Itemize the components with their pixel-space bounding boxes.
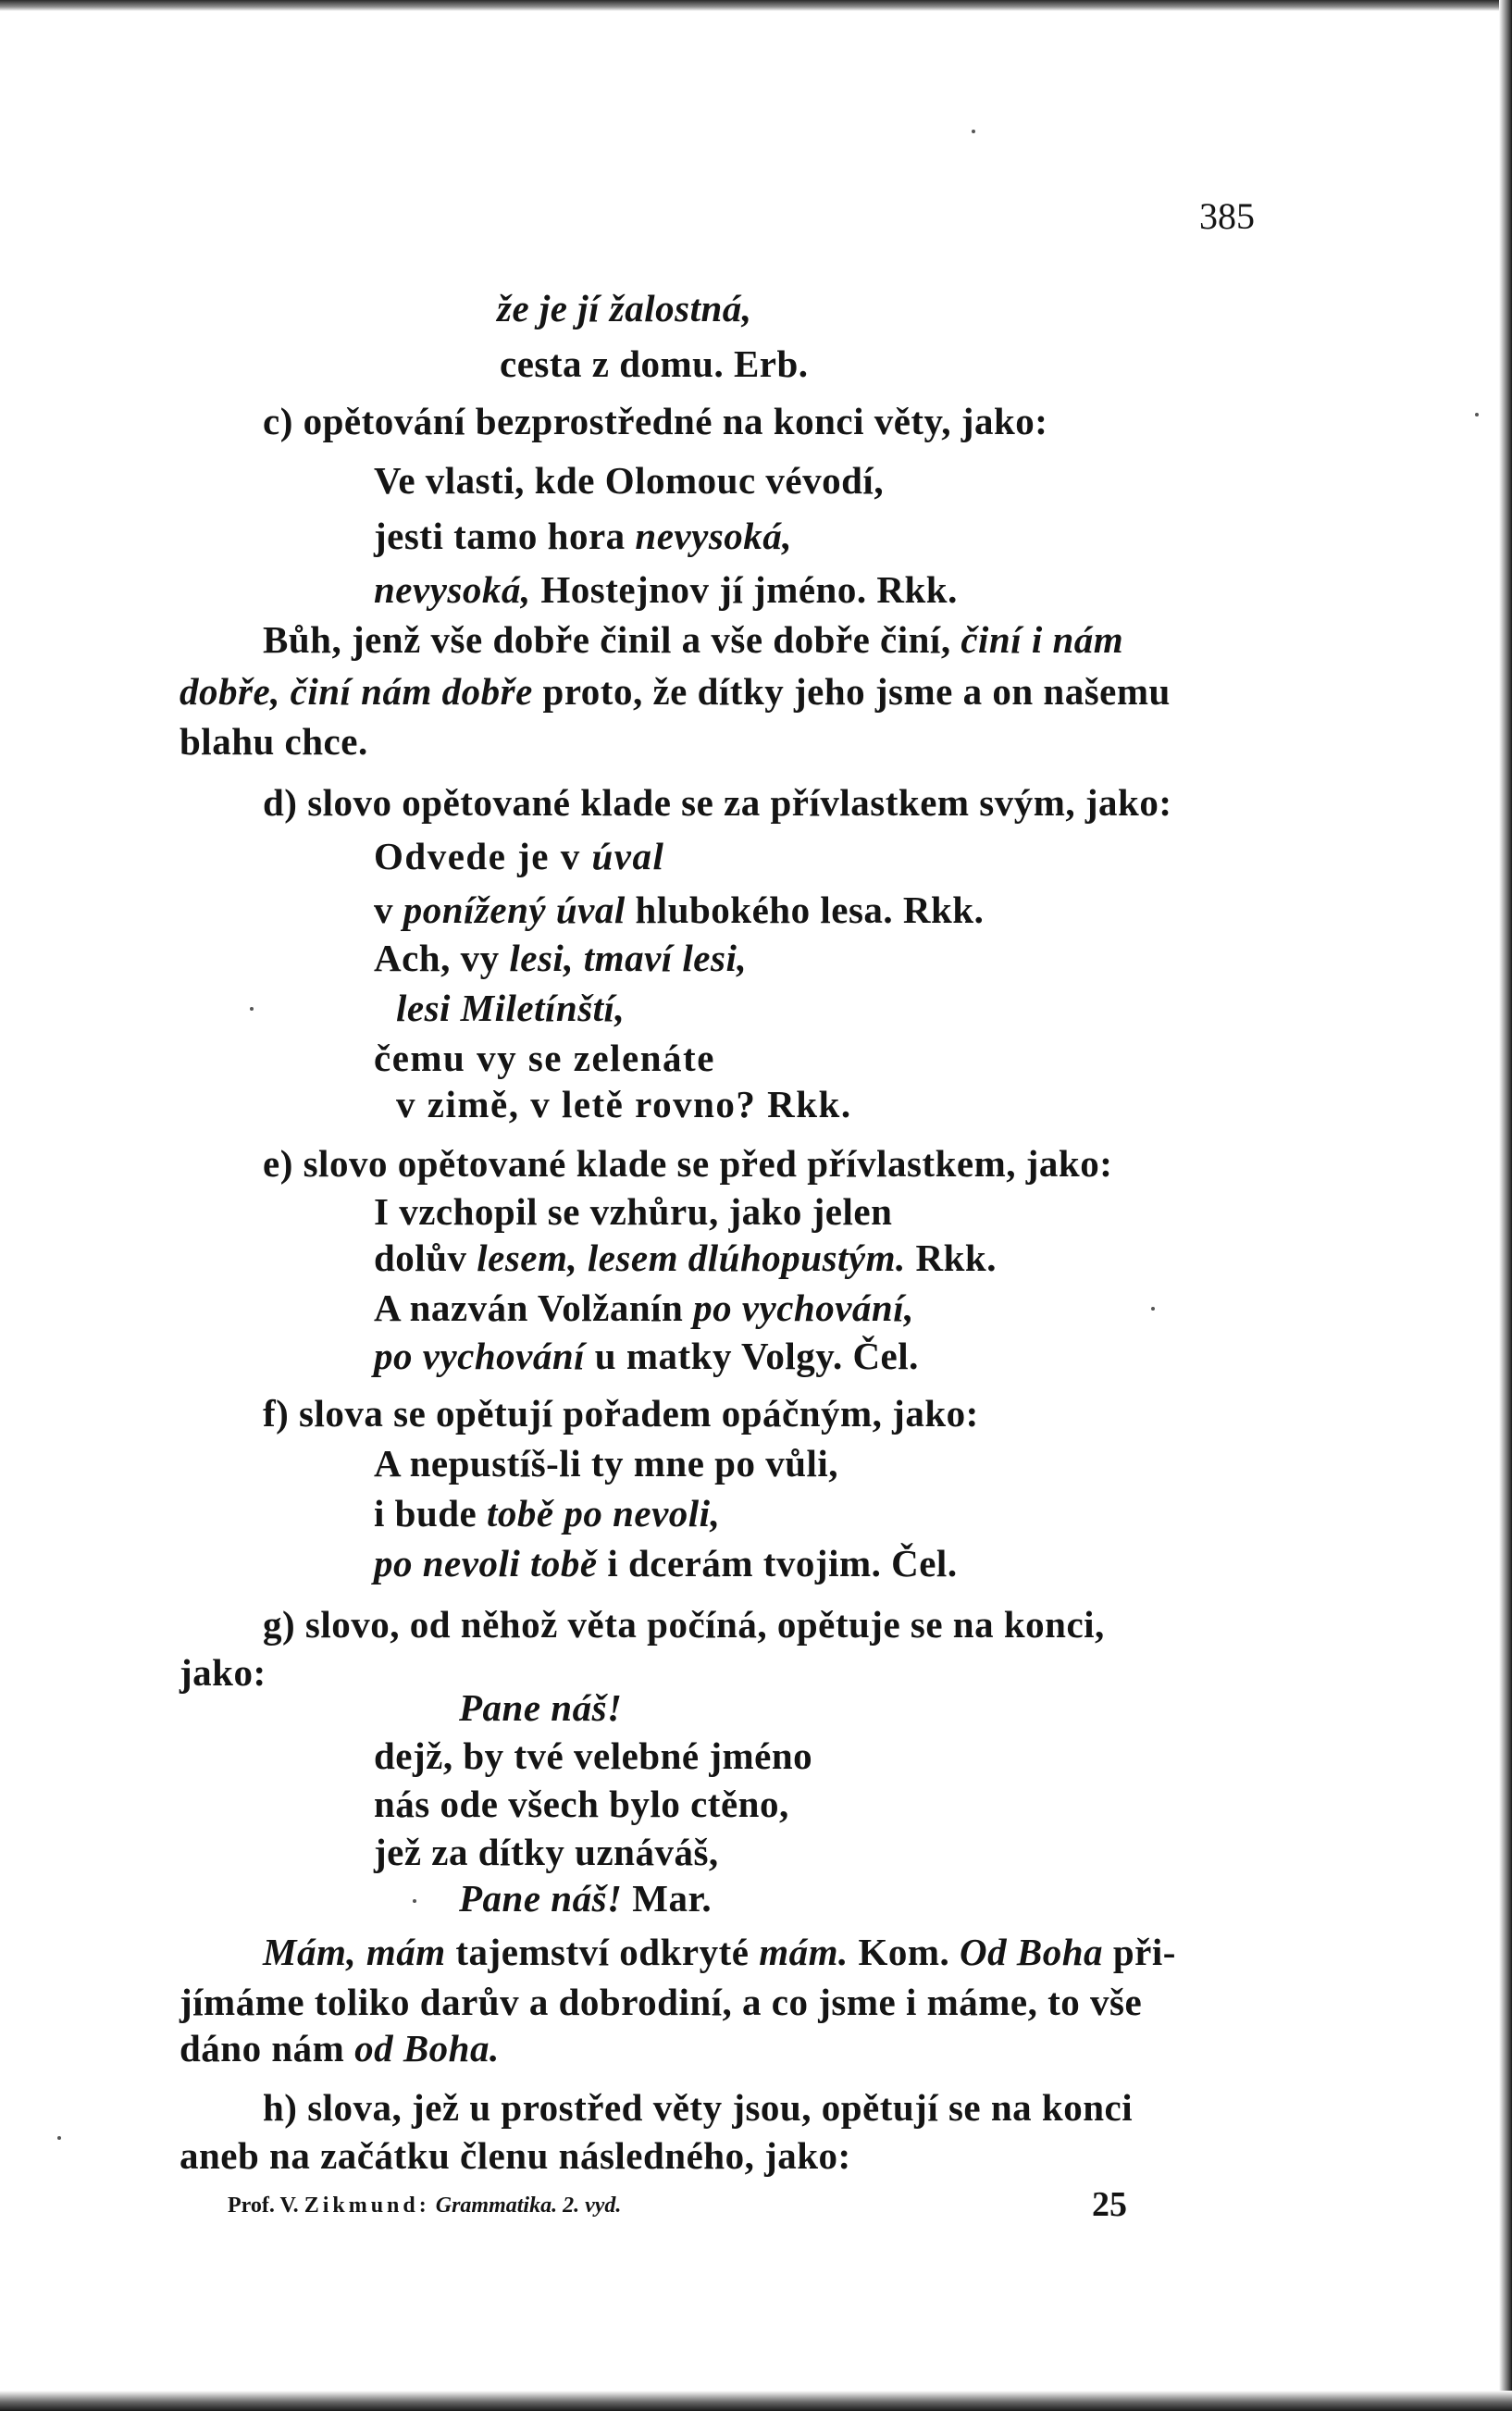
section-f-verse-2: i bude tobě po nevoli, [374,1492,721,1535]
section-c-verse-3: nevysoká, Hostejnov jí jméno. Rkk. [374,568,958,611]
section-e-verse-2: dolův lesem, lesem dlúhopustým. Rkk. [374,1237,997,1279]
section-d-verse-3: Ach, vy lesi, tmaví lesi, [374,937,748,979]
section-f-verse-3: po nevoli tobě i dcerám tvojim. Čel. [374,1542,958,1585]
section-d-verse-1: Odvede je v úval [374,835,665,877]
section-d-verse-5: čemu vy se zelenáte [374,1037,715,1079]
section-g-verse-5: Pane náš! Mar. [459,1877,713,1920]
section-g-verse-1: Pane náš! [459,1686,623,1729]
page-edge-top [0,0,1512,11]
page-number: 385 [1199,195,1255,237]
section-h-heading-continuation: aneb na začátku členu následného, jako: [180,2134,851,2177]
print-speck [972,130,975,133]
section-e-verse-1: I vzchopil se vzhůru, jako jelen [374,1190,893,1233]
sheet-number: 25 [1092,2185,1127,2224]
section-g-verse-3: nás ode všech bylo ctěno, [374,1783,789,1825]
section-d-verse-4: lesi Miletínští, [396,987,626,1029]
section-g-heading-continuation: jako: [180,1651,266,1694]
section-g-verse-4: jež za dítky uznáváš, [374,1831,719,1873]
print-speck [250,1007,254,1011]
print-speck [1151,1307,1155,1311]
section-d-verse-2: v ponížený úval hlubokého lesa. Rkk. [374,889,985,931]
section-h-heading: h) slova, jež u prostřed věty jsou, opětují se na konci [263,2086,1134,2129]
line-2: cesta z domu. Erb. [500,342,809,385]
section-c-verse-2: jesti tamo hora nevysoká, [374,515,793,557]
print-speck [1475,413,1479,416]
section-c-paragraph-3: blahu chce. [180,720,368,763]
section-g-verse-2: dejž, by tvé velebné jméno [374,1734,813,1777]
section-c-verse-1: Ve vlasti, kde Olomouc vévodí, [374,459,885,502]
section-d-verse-6: v zimě, v letě rovno? Rkk. [396,1083,852,1125]
section-g-paragraph-3: dáno nám od Boha. [180,2027,500,2069]
section-g-heading: g) slovo, od něhož věta počíná, opětuje se na konci, [263,1603,1105,1646]
footer-signature: Prof. V. Zikmund: Grammatika. 2. vyd. [228,2194,622,2218]
section-c-paragraph-1: Bůh, jenž vše dobře činil a vše dobře činí, činí i nám [263,618,1124,661]
print-speck [413,1899,416,1903]
section-f-heading: f) slova se opětují pořadem opáčným, jako: [263,1392,979,1435]
print-speck [57,2136,61,2140]
section-e-heading: e) slovo opětované klade se před přívlastkem, jako: [263,1142,1113,1185]
section-e-verse-3: A nazván Volžanín po vychování, [374,1286,914,1329]
page-edge-right [1499,0,1512,2411]
page-edge-bottom [0,2391,1512,2411]
section-g-paragraph-2: jímáme toliko darův a dobrodiní, a co jsme i máme, to vše [180,1981,1143,2023]
section-c-paragraph-2: dobře, činí nám dobře proto, že dítky jeho jsme a on našemu [180,670,1171,713]
section-f-verse-1: A nepustíš-li ty mne po vůli, [374,1442,839,1485]
line-1: že je jí žalostná, [497,287,752,329]
section-d-heading: d) slovo opětované klade se za přívlastkem svým, jako: [263,781,1172,824]
section-e-verse-4: po vychování u matky Volgy. Čel. [374,1335,919,1377]
section-g-paragraph-1: Mám, mám tajemství odkryté mám. Kom. Od Boha při- [263,1931,1176,1973]
section-c-heading: c) opětování bezprostředné na konci věty, jako: [263,400,1048,442]
